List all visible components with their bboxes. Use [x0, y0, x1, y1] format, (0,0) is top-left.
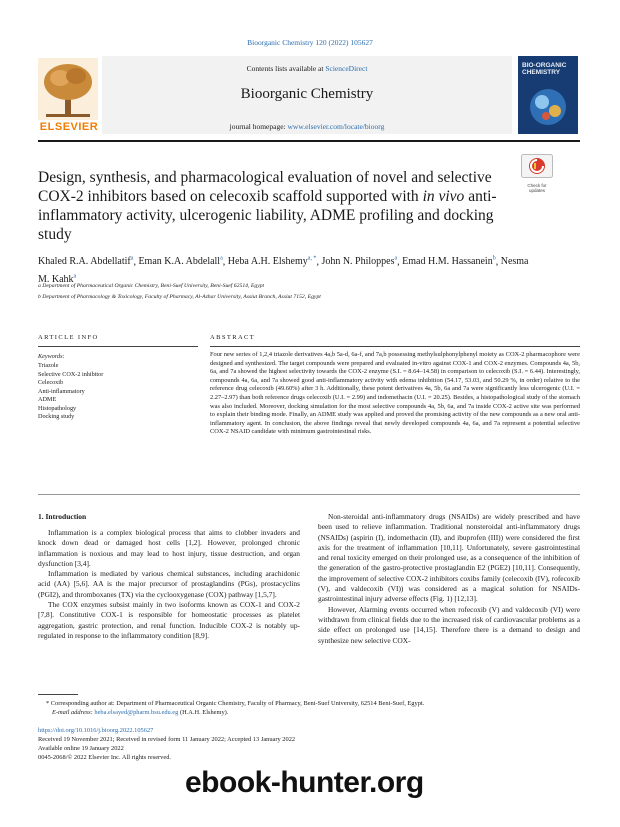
title-part1: Design, synthesis, and pharmacological evaluation of novel and selective COX-2 inhibitors based on celecoxib scaffold supported with [38, 169, 492, 205]
keyword: Triazole [38, 362, 59, 369]
sciencedirect-link[interactable]: ScienceDirect [325, 64, 368, 73]
watermark: ebook-hunter.org [185, 766, 424, 799]
footnote-rule [38, 694, 78, 695]
homepage-line [102, 122, 512, 131]
affiliation-b: b Department of Pharmacology & Toxicology, Faculty of Pharmacy, Al-Azhar University, Assiut Branch, Assiut 7152, Egypt [38, 294, 321, 300]
author[interactable]: Heba A.H. Elshemy$^{a, *}$ [227, 256, 317, 268]
keyword: ADME [38, 396, 57, 403]
article-info-heading: ARTICLE INFO [38, 334, 99, 341]
author[interactable]: Nesma M. Kahk$^a$ [38, 256, 529, 285]
affiliation-a: a Department of Pharmaceutical Organic Chemistry, Beni-Suef University, Beni-Suef 62514, Egypt [38, 283, 265, 289]
keyword: Selective COX-2 inhibitor [38, 370, 104, 378]
publisher-name: ELSEVIER [39, 121, 99, 133]
abstract-text: Four new series of 1,2,4 triazole derivatives 4a,b 5a-d, 6a-f, and 7a,b possessing methylsulphonylphenyl moiety as COX-2 pharmacophore were designed and synthesized. The target compounds were prepared and evaluated in-vitro against COX-1 and COX-2 enzymes. Compounds 4a, 5b, 6a, and 7a showed the highest selectivity towards the COX-2 enzyme (S.I. = 8.64–14.58) in comparison to celecoxib (S.I. = 6.44). Interestingly, compounds 4a, 6a, and 7a showed good anti-inflammatory activity with edema inhibition (54.17, 53.03, and 50.29 %, in order) relative to the reference drug celecoxib (49.60%) after 3 h. Additionally, these potent derivatives 4a, 5b, 6a and 7a were significantly less ulcerogenic (U.I. = 2.27–2.97) than both reference drugs celecoxib (U.I. = 2.99) and indomethacin (U.I. = 20.25). Besides, a histopathological study of the stomach was also included. Moreover, docking simulation for the most selective compounds 4a, 5b, 6a, and 7a inside COX-2 active site was performed to explain their binding mode. Finally, an ADME study was applied and proved the promising activity of the new compounds as a new oral anti-inflammatory agent. In conclusion, the above findings reveal that newly developed compounds 4a, 6a, and 7a represent a potential selective COX-2 NSAID candidate with minimum gastrointestinal risks. [210, 351, 580, 436]
check-for-updates-icon [521, 154, 553, 178]
journal-cover[interactable] [518, 56, 578, 134]
homepage-prefix: journal homepage: [229, 122, 288, 131]
elsevier-tree-logo [38, 58, 98, 120]
keyword: Celecoxib [38, 379, 64, 386]
contents-prefix: Contents lists available at [246, 64, 326, 73]
doi-link[interactable]: https://doi.org/10.1016/j.bioorg.2022.105627 [38, 727, 154, 734]
author[interactable]: Khaled R.A. Abdellatif$^a$ [38, 256, 134, 268]
contents-line [102, 64, 512, 73]
email-label: E-mail address: [52, 709, 95, 716]
available-online: Available online 19 January 2022 [38, 745, 124, 752]
cover-title: BIO-ORGANIC CHEMISTRY [522, 62, 567, 76]
paragraph: Inflammation is mediated by various chemical substances, including arachidonic acid (AA) [5,6]. AA is the major precursor of prostaglandins (PGs), prostacyclins (PGI2), and thromboxanes (TX) via the cyclooxygenase (COX) pathway [1,5,7]. [38, 569, 300, 599]
check-for-updates-label: Check for updates [527, 183, 547, 193]
abstract-heading: ABSTRACT [210, 334, 256, 341]
author[interactable]: Eman K.A. Abdelall$^a$ [138, 256, 223, 268]
introduction-heading: 1. Introduction [38, 512, 87, 521]
paragraph: Non-steroidal anti-inflammatory drugs (NSAIDs) are widely prescribed and have been used to relieve inflammation. Traditional nonsteroidal anti-inflammatory drugs (NSAIDs) (aspirin (I), indomethacin (II), and ibuprofen (III)) were considered the first axis for the treatment of inflammation [10,11]. Unfortunately, severe gastrointestinal and renal toxicity emerged on their prolonged use, as a consequence of the inhibition of the generation of the gastro-protective prostaglandin E2 (PGE2) [10,11]. Consequently, the improvement of selective COX-2 inhibitors coxibs family (celecoxib (IV), rofecoxib (V), and valdecoxib (VI)) was considered as a magical solution for NSAIDs-gastrointestinal injury adverse effects (Fig. 1) [12,13]. [318, 512, 580, 604]
paragraph: Inflammation is a complex biological process that aims to clobber invaders and knock down dead or damaged host cells [1,2]. However, prolonged chronic inflammation is noxious and may lead to host injury, tissue destruction, and organ dysfunction [3,4]. [38, 528, 300, 568]
header-rule [38, 140, 580, 142]
author-list: Khaled R.A. Abdellatif$^a$, Eman K.A. Abdelall$^a$, Heba A.H. Elshemy$^{a, *}$, John N. Philoppes$^a$, Emad H.M. Hassanein$^b$, Nesma M. Kahk$^a$ [38, 256, 529, 285]
body-rule [38, 494, 580, 495]
title-part2: anti-inflammatory activity, ulcerogenic liability, ADME profiling and docking study [38, 188, 497, 243]
author[interactable]: Emad H.M. Hassanein$^b$ [402, 256, 496, 268]
title-italic: in vivo [422, 188, 465, 205]
email-line [52, 709, 228, 716]
abstract-rule [210, 346, 580, 347]
received-dates: Received 19 November 2021; Received in revised form 11 January 2022; Accepted 13 January 2022 [38, 736, 296, 743]
email-link[interactable]: heba.elsayed@pharm.bsu.edu.eg [94, 709, 179, 716]
keyword: Anti-inflammatory [38, 387, 85, 395]
keyword: Histopathology [38, 404, 77, 412]
cover-graphic [524, 84, 572, 130]
paragraph: The COX enzymes subsist mainly in two isoforms known as COX-1 and COX-2 [7,8]. Constitutive COX-1 is responsible for homeostatic processes as platelet aggregation, gastric protection, and renal function. Inducible COX-2 is notably up-regulated in response to the inflammatory condition [8,9]. [38, 600, 300, 640]
homepage-link[interactable]: www.elsevier.com/locate/bioorg [287, 122, 385, 131]
check-for-updates-button[interactable] [521, 154, 553, 193]
left-column [38, 528, 300, 641]
journal-title: Bioorganic Chemistry [240, 86, 374, 102]
paragraph: However, Alarming events occurred when rofecoxib (V) and valdecoxib (VI) were withdrawn from clinical fields due to the increased risk of cardiovascular problems as a side effect on prolonged use [14,15]. Therefore there is a demand to design and synthesize new selective COX- [318, 604, 580, 645]
keywords-label: Keywords: [38, 353, 65, 360]
keyword: Docking study [38, 413, 75, 420]
corresponding-author-note: * Corresponding author at: Department of Pharmaceutical Organic Chemistry, Faculty of Pharmacy, Beni-Suef University, 62514 Beni-Suef, Egypt. [46, 700, 425, 707]
journal-reference[interactable]: Bioorganic Chemistry 120 (2022) 105627 [247, 38, 373, 47]
author[interactable]: John N. Philoppes$^a$ [321, 256, 398, 268]
copyright: 0045-2068/© 2022 Elsevier Inc. All rights reserved. [38, 754, 171, 761]
right-column [318, 512, 580, 646]
email-suffix: (H.A.H. Elshemy). [178, 709, 229, 716]
article-info-rule [38, 346, 198, 347]
article-title [38, 168, 513, 244]
